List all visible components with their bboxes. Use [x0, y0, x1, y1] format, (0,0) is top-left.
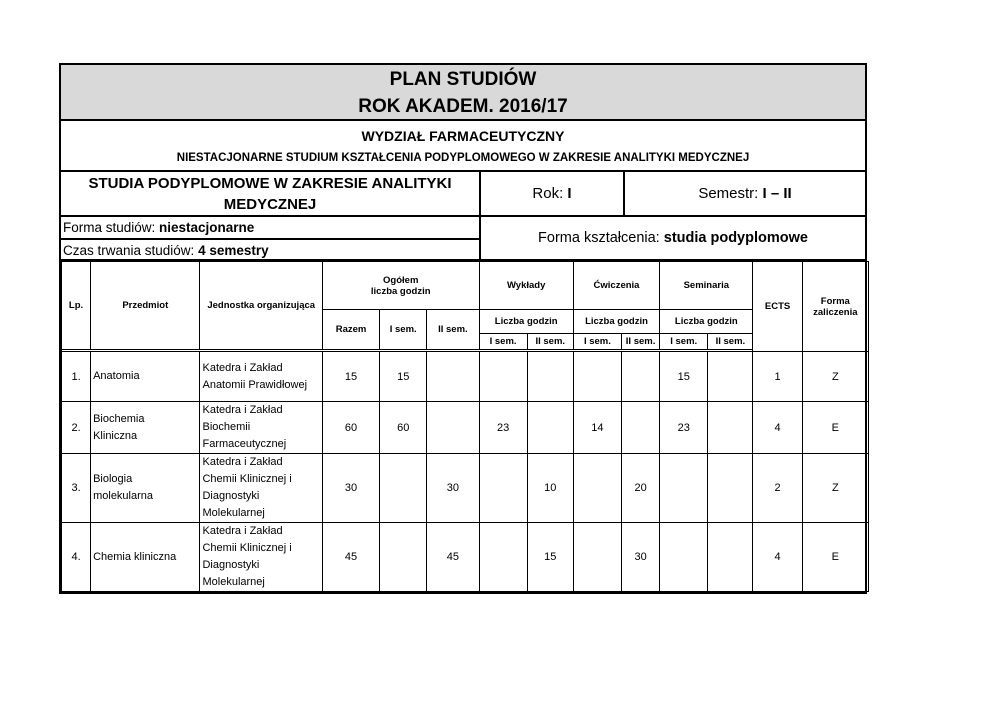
- cell-cw-i: [573, 352, 621, 402]
- studies-name-line2: MEDYCZNEJ: [223, 196, 317, 213]
- header-seminaria-ii-sem: II sem.: [708, 334, 753, 350]
- cell-lp: 4.: [62, 523, 91, 592]
- header-ogolem-line1: Ogółem: [383, 274, 419, 286]
- header-row-1: [62, 262, 869, 310]
- cell-cw-i: 14: [573, 402, 621, 454]
- cell-cw-i: [573, 454, 621, 523]
- przedmiot-line: Anatomia: [93, 370, 140, 382]
- semestr-cell: [625, 172, 865, 215]
- cell-ogol-i: 15: [380, 352, 427, 402]
- jednostka-line: Anatomii Prawidłowej: [202, 378, 308, 391]
- przedmiot-line: Biochemia: [93, 412, 145, 425]
- cell-cw-ii: [622, 352, 660, 402]
- cell-ects: 4: [753, 523, 802, 592]
- jednostka-line: Biochemii: [202, 421, 251, 433]
- cell-ogol-ii: 45: [427, 523, 479, 592]
- cell-lp: 3.: [62, 454, 91, 523]
- forma-ksztalcenia-value: studia podyplomowe: [663, 230, 808, 246]
- header-przedmiot: Przedmiot: [91, 262, 200, 350]
- czas-value: 4 semestry: [198, 243, 269, 258]
- cell-wyk-ii: [527, 352, 573, 402]
- forma-studiow-label: Forma studiów:: [63, 220, 160, 235]
- cell-forma: E: [802, 523, 868, 592]
- header-seminaria-liczba: Liczba godzin: [660, 310, 753, 334]
- header-lp: Lp.: [62, 262, 91, 350]
- cell-jednostka: [200, 523, 322, 592]
- rok-cell: [481, 172, 625, 215]
- cell-forma: E: [802, 402, 868, 454]
- table-row: [62, 454, 869, 523]
- header-wyklady-liczba: Liczba godzin: [479, 310, 573, 334]
- page-title: PLAN STUDIÓW: [389, 69, 537, 90]
- cell-wyk-i: [479, 352, 527, 402]
- cell-lp: 1.: [62, 352, 91, 402]
- jednostka-line: Katedra i Zakład: [202, 525, 283, 537]
- table-row: [62, 402, 869, 454]
- cell-cw-i: [573, 523, 621, 592]
- cell-ogol-ii: [427, 402, 479, 454]
- header-cwiczenia-liczba: Liczba godzin: [573, 310, 659, 334]
- cell-wyk-i: [479, 523, 527, 592]
- faculty-name: WYDZIAŁ FARMACEUTYCZNY: [361, 128, 565, 144]
- cell-przedmiot: [91, 523, 200, 592]
- forma-ksztalcenia: [481, 217, 865, 259]
- header-cwiczenia: Ćwiczenia: [573, 262, 659, 310]
- header-ogolem: [322, 262, 479, 310]
- header-razem: Razem: [322, 310, 379, 350]
- cell-wyk-ii: [527, 402, 573, 454]
- header-wyklady: Wykłady: [479, 262, 573, 310]
- cell-przedmiot: [91, 402, 200, 454]
- cell-wyk-i: 23: [479, 402, 527, 454]
- jednostka-line: Diagnostyki: [202, 490, 260, 502]
- cell-wyk-ii: 10: [527, 454, 573, 523]
- studies-form-row: [59, 215, 867, 259]
- jednostka-line: Katedra i Zakład: [202, 456, 283, 468]
- cell-sem-ii: [708, 402, 753, 454]
- cell-cw-ii: 30: [622, 523, 660, 592]
- cell-lp: 2.: [62, 402, 91, 454]
- rok-label: Rok:: [532, 185, 568, 202]
- cell-razem: 45: [322, 523, 379, 592]
- cell-sem-i: 15: [660, 352, 708, 402]
- forma-studiow: [61, 217, 479, 240]
- cell-cw-ii: 20: [622, 454, 660, 523]
- header-seminaria-i-sem: I sem.: [660, 334, 708, 350]
- plan-table: [61, 261, 869, 592]
- cell-ogol-i: [380, 454, 427, 523]
- semestr-label: Semestr:: [698, 185, 763, 202]
- cell-ogol-ii: 30: [427, 454, 479, 523]
- przedmiot-line: Chemia kliniczna: [93, 550, 177, 563]
- cell-ects: 1: [753, 352, 802, 402]
- cell-razem: 15: [322, 352, 379, 402]
- cell-forma: Z: [802, 454, 868, 523]
- cell-ogol-i: [380, 523, 427, 592]
- studies-name-line1: STUDIA PODYPLOMOWE W ZAKRESIE ANALITYKI: [88, 175, 452, 192]
- cell-sem-i: [660, 523, 708, 592]
- przedmiot-line: molekularna: [93, 490, 154, 502]
- jednostka-line: Molekularnej: [202, 576, 265, 588]
- academic-year: ROK AKADEM. 2016/17: [358, 96, 568, 117]
- header-wyklady-i-sem: I sem.: [479, 334, 527, 350]
- title-block: [59, 63, 867, 119]
- jednostka-line: Katedra i Zakład: [202, 404, 283, 416]
- header-forma: [802, 262, 868, 352]
- cell-ects: 2: [753, 454, 802, 523]
- jednostka-line: Molekularnej: [202, 507, 265, 519]
- header-jednostka: Jednostka organizująca: [200, 262, 322, 350]
- header-ogolem-line2: liczba godzin: [370, 285, 431, 297]
- cell-sem-i: [660, 454, 708, 523]
- header-seminaria: Seminaria: [660, 262, 753, 310]
- jednostka-line: Katedra i Zakład: [202, 361, 283, 374]
- header-ogolem-i-sem: I sem.: [380, 310, 427, 350]
- cell-ects: 4: [753, 402, 802, 454]
- cell-sem-ii: [708, 352, 753, 402]
- czas-trwania: [61, 240, 479, 261]
- przedmiot-line: Biologia: [93, 473, 133, 485]
- cell-ogol-ii: [427, 352, 479, 402]
- forma-ksztalcenia-label: Forma kształcenia:: [538, 230, 664, 246]
- czas-label: Czas trwania studiów:: [63, 243, 199, 258]
- jednostka-line: Chemii Klinicznej i: [202, 473, 292, 485]
- cell-razem: 30: [322, 454, 379, 523]
- study-plan-sheet: [59, 63, 867, 594]
- rok-value: I: [567, 185, 572, 202]
- header-wyklady-ii-sem: II sem.: [527, 334, 573, 350]
- header-forma-line1: Forma: [820, 295, 850, 307]
- header-cwiczenia-ii-sem: II sem.: [622, 334, 660, 350]
- cell-sem-ii: [708, 523, 753, 592]
- jednostka-line: Diagnostyki: [202, 559, 260, 571]
- studies-name: [61, 172, 481, 215]
- cell-wyk-i: [479, 454, 527, 523]
- cell-jednostka: [200, 454, 322, 523]
- cell-forma: Z: [802, 352, 868, 402]
- semestr-value: I – II: [762, 185, 792, 202]
- forma-studiow-value: niestacjonarne: [159, 220, 255, 235]
- cell-jednostka: [200, 352, 322, 402]
- cell-jednostka: [200, 402, 322, 454]
- studies-info-row: [59, 170, 867, 215]
- cell-przedmiot: [91, 352, 200, 402]
- table-row: [62, 352, 869, 402]
- program-name: NIESTACJONARNE STUDIUM KSZTAŁCENIA PODYPLOMOWEGO W ZAKRESIE ANALITYKI MEDYCZNEJ: [176, 152, 750, 164]
- jednostka-line: Farmaceutycznej: [202, 438, 287, 450]
- faculty-block: [59, 119, 867, 170]
- cell-cw-ii: [622, 402, 660, 454]
- table-row: [62, 523, 869, 592]
- cell-ogol-i: 60: [380, 402, 427, 454]
- header-forma-line2: zaliczenia: [813, 306, 858, 318]
- cell-wyk-ii: 15: [527, 523, 573, 592]
- studies-form-left: [61, 217, 481, 259]
- plan-table-wrapper: [59, 259, 867, 594]
- cell-razem: 60: [322, 402, 379, 454]
- plan-table-body: [62, 352, 869, 592]
- cell-przedmiot: [91, 454, 200, 523]
- jednostka-line: Chemii Klinicznej i: [202, 542, 292, 554]
- przedmiot-line: Kliniczna: [93, 429, 138, 442]
- header-ects: ECTS: [753, 262, 802, 352]
- header-ogolem-ii-sem: II sem.: [427, 310, 479, 350]
- cell-sem-i: 23: [660, 402, 708, 454]
- header-cwiczenia-i-sem: I sem.: [573, 334, 621, 350]
- cell-sem-ii: [708, 454, 753, 523]
